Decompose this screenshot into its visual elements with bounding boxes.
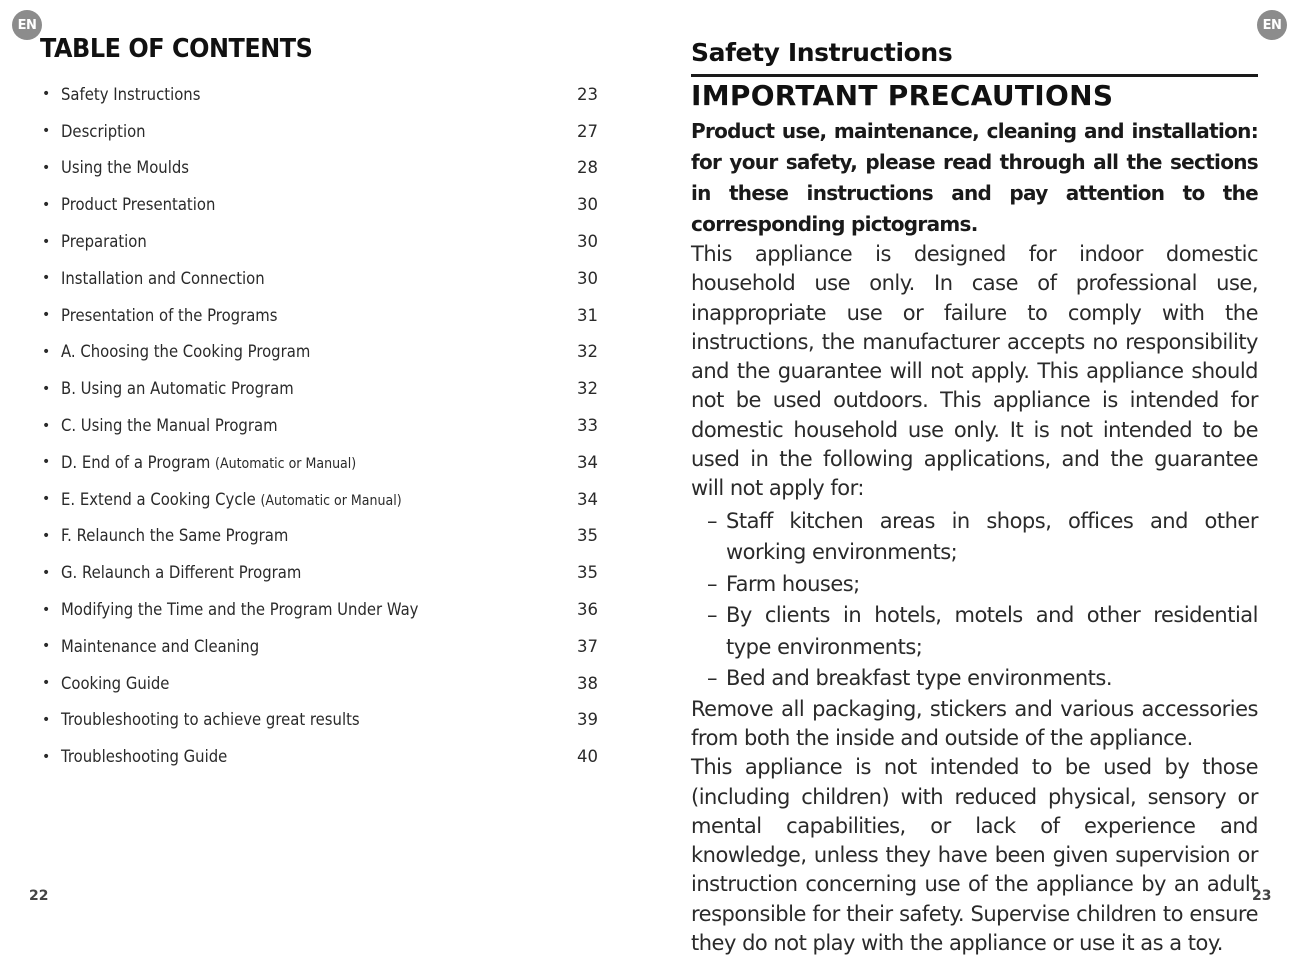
bullet-icon: • — [42, 343, 51, 360]
toc-entry-note: (Automatic or Manual) — [215, 455, 357, 472]
toc-entry-label: Presentation of the Programs — [61, 305, 278, 325]
toc-entry-label: Maintenance and Cleaning — [61, 636, 260, 656]
toc-entry-page: 37 — [577, 636, 598, 656]
page-number-left: 22 — [29, 888, 49, 904]
exclusion-list — [691, 506, 1258, 695]
toc-entry-page: 30 — [577, 232, 598, 252]
toc-entry-label: Using the Moulds — [61, 158, 189, 178]
toc-entry-label: A. Choosing the Cooking Program — [61, 342, 311, 362]
precautions-body — [691, 116, 1258, 958]
toc-entry-label: B. Using an Automatic Program — [61, 379, 294, 399]
toc-entry — [40, 738, 600, 775]
toc-entry-label: E. Extend a Cooking Cycle (Automatic or Manual) — [61, 489, 402, 509]
toc-entry — [40, 407, 600, 444]
toc-entry — [40, 370, 600, 407]
toc-entry — [40, 554, 600, 591]
toc-entry — [40, 481, 600, 518]
toc-entry — [40, 113, 600, 150]
toc-entry — [40, 518, 600, 555]
toc-entry — [40, 297, 600, 334]
toc-entry-page: 33 — [577, 416, 598, 436]
toc-entry-page: 34 — [577, 452, 598, 472]
exclusion-item: – Bed and breakfast type environments. — [691, 663, 1258, 695]
bullet-icon: • — [42, 564, 51, 581]
bullet-icon: • — [42, 159, 51, 176]
section-divider — [691, 74, 1258, 77]
bullet-icon: • — [42, 123, 51, 140]
supervision-paragraph: This appliance is not intended to be used by those (including children) with reduced physical, sensory or mental capabilities, or lack of experience and knowledge, unless they have been given supervision or instruction concerning use of the appliance by an adult responsible for their safety. Supervise children to ensure they do not play with the appliance or use it as a toy. — [691, 755, 1258, 956]
toc-entry-label: Description — [61, 121, 146, 141]
dash-icon: – — [707, 603, 717, 628]
toc-entry-page: 38 — [577, 673, 598, 693]
toc-entry-label: Product Presentation — [61, 195, 216, 215]
toc-entry-page: 30 — [577, 268, 598, 288]
toc-entry-page: 23 — [577, 84, 598, 104]
toc-entry — [40, 260, 600, 297]
toc-entry-page: 32 — [577, 379, 598, 399]
language-badge-left: EN — [12, 10, 42, 40]
toc-entry-label: F. Relaunch the Same Program — [61, 526, 289, 546]
toc-entry-page: 39 — [577, 710, 598, 730]
toc-entry-page: 32 — [577, 342, 598, 362]
toc-entry — [40, 76, 600, 113]
toc-entry-page: 35 — [577, 563, 598, 583]
toc-entry-label: Preparation — [61, 232, 147, 252]
bullet-icon: • — [42, 638, 51, 655]
toc-list — [40, 76, 600, 775]
bullet-icon: • — [42, 748, 51, 765]
dash-icon: – — [707, 571, 717, 596]
bullet-icon: • — [42, 601, 51, 618]
toc-entry — [40, 186, 600, 223]
dash-icon: – — [707, 666, 717, 691]
bullet-icon: • — [42, 527, 51, 544]
toc-entry-page: 31 — [577, 305, 598, 325]
exclusion-item: – Staff kitchen areas in shops, offices and other working environments; — [691, 506, 1258, 569]
exclusion-item: – Farm houses; — [691, 569, 1258, 601]
toc-entry-note: (Automatic or Manual) — [260, 492, 402, 509]
usage-paragraph: This appliance is designed for indoor domestic household use only. In case of professional use, inappropriate use or failure to comply with the instructions, the manufacturer accepts no responsibility and the guarantee will not apply. This appliance should not be used outdoors. This appliance is intended for domestic household use only. It is not intended to be used in the following applications, and the guarantee will not apply for: — [691, 242, 1258, 501]
toc-entry-page: 40 — [577, 747, 598, 767]
precautions-heading: IMPORTANT PRECAUTIONS — [691, 79, 1114, 112]
language-badge-right: EN — [1257, 10, 1287, 40]
bullet-icon: • — [42, 270, 51, 287]
bullet-icon: • — [42, 380, 51, 397]
toc-entry — [40, 665, 600, 702]
toc-entry-page: 30 — [577, 195, 598, 215]
toc-entry — [40, 223, 600, 260]
toc-entry — [40, 628, 600, 665]
packaging-paragraph: Remove all packaging, stickers and various accessories from both the inside and outside of the appliance. — [691, 696, 1258, 750]
toc-entry-label: Installation and Connection — [61, 268, 265, 288]
toc-entry-page: 28 — [577, 158, 598, 178]
toc-entry-page: 27 — [577, 121, 598, 141]
toc-entry — [40, 444, 600, 481]
toc-entry — [40, 150, 600, 187]
bullet-icon: • — [42, 196, 51, 213]
toc-entry-label: Troubleshooting to achieve great results — [61, 710, 360, 730]
toc-entry — [40, 334, 600, 371]
bullet-icon: • — [42, 233, 51, 250]
toc-entry-label: Safety Instructions — [61, 84, 201, 104]
bullet-icon: • — [42, 307, 51, 324]
toc-entry-page: 36 — [577, 600, 598, 620]
bullet-icon: • — [42, 417, 51, 434]
page-number-right: 23 — [1252, 888, 1272, 904]
toc-entry — [40, 702, 600, 739]
toc-entry-label: G. Relaunch a Different Program — [61, 563, 302, 583]
toc-entry-label: Modifying the Time and the Program Under Way — [61, 600, 419, 620]
toc-entry — [40, 591, 600, 628]
bullet-icon: • — [42, 491, 51, 508]
bullet-icon: • — [42, 711, 51, 728]
toc-entry-page: 35 — [577, 526, 598, 546]
toc-entry-label: Cooking Guide — [61, 673, 170, 693]
dash-icon: – — [707, 508, 717, 533]
exclusion-item: – By clients in hotels, motels and other residential type environments; — [691, 600, 1258, 663]
toc-entry-label: C. Using the Manual Program — [61, 416, 278, 436]
bullet-icon: • — [42, 675, 51, 692]
bullet-icon: • — [42, 454, 51, 471]
toc-entry-label: Troubleshooting Guide — [61, 747, 228, 767]
toc-title: TABLE OF CONTENTS — [40, 34, 313, 64]
toc-entry-label: D. End of a Program (Automatic or Manual) — [61, 452, 357, 472]
intro-paragraph: Product use, maintenance, cleaning and installation: for your safety, please read through all the sections in these instructions and pay attention to the corresponding pictograms. — [691, 119, 1258, 236]
table-of-contents-page — [40, 0, 600, 922]
toc-entry-page: 34 — [577, 489, 598, 509]
section-title: Safety Instructions — [691, 38, 953, 67]
bullet-icon: • — [42, 86, 51, 103]
